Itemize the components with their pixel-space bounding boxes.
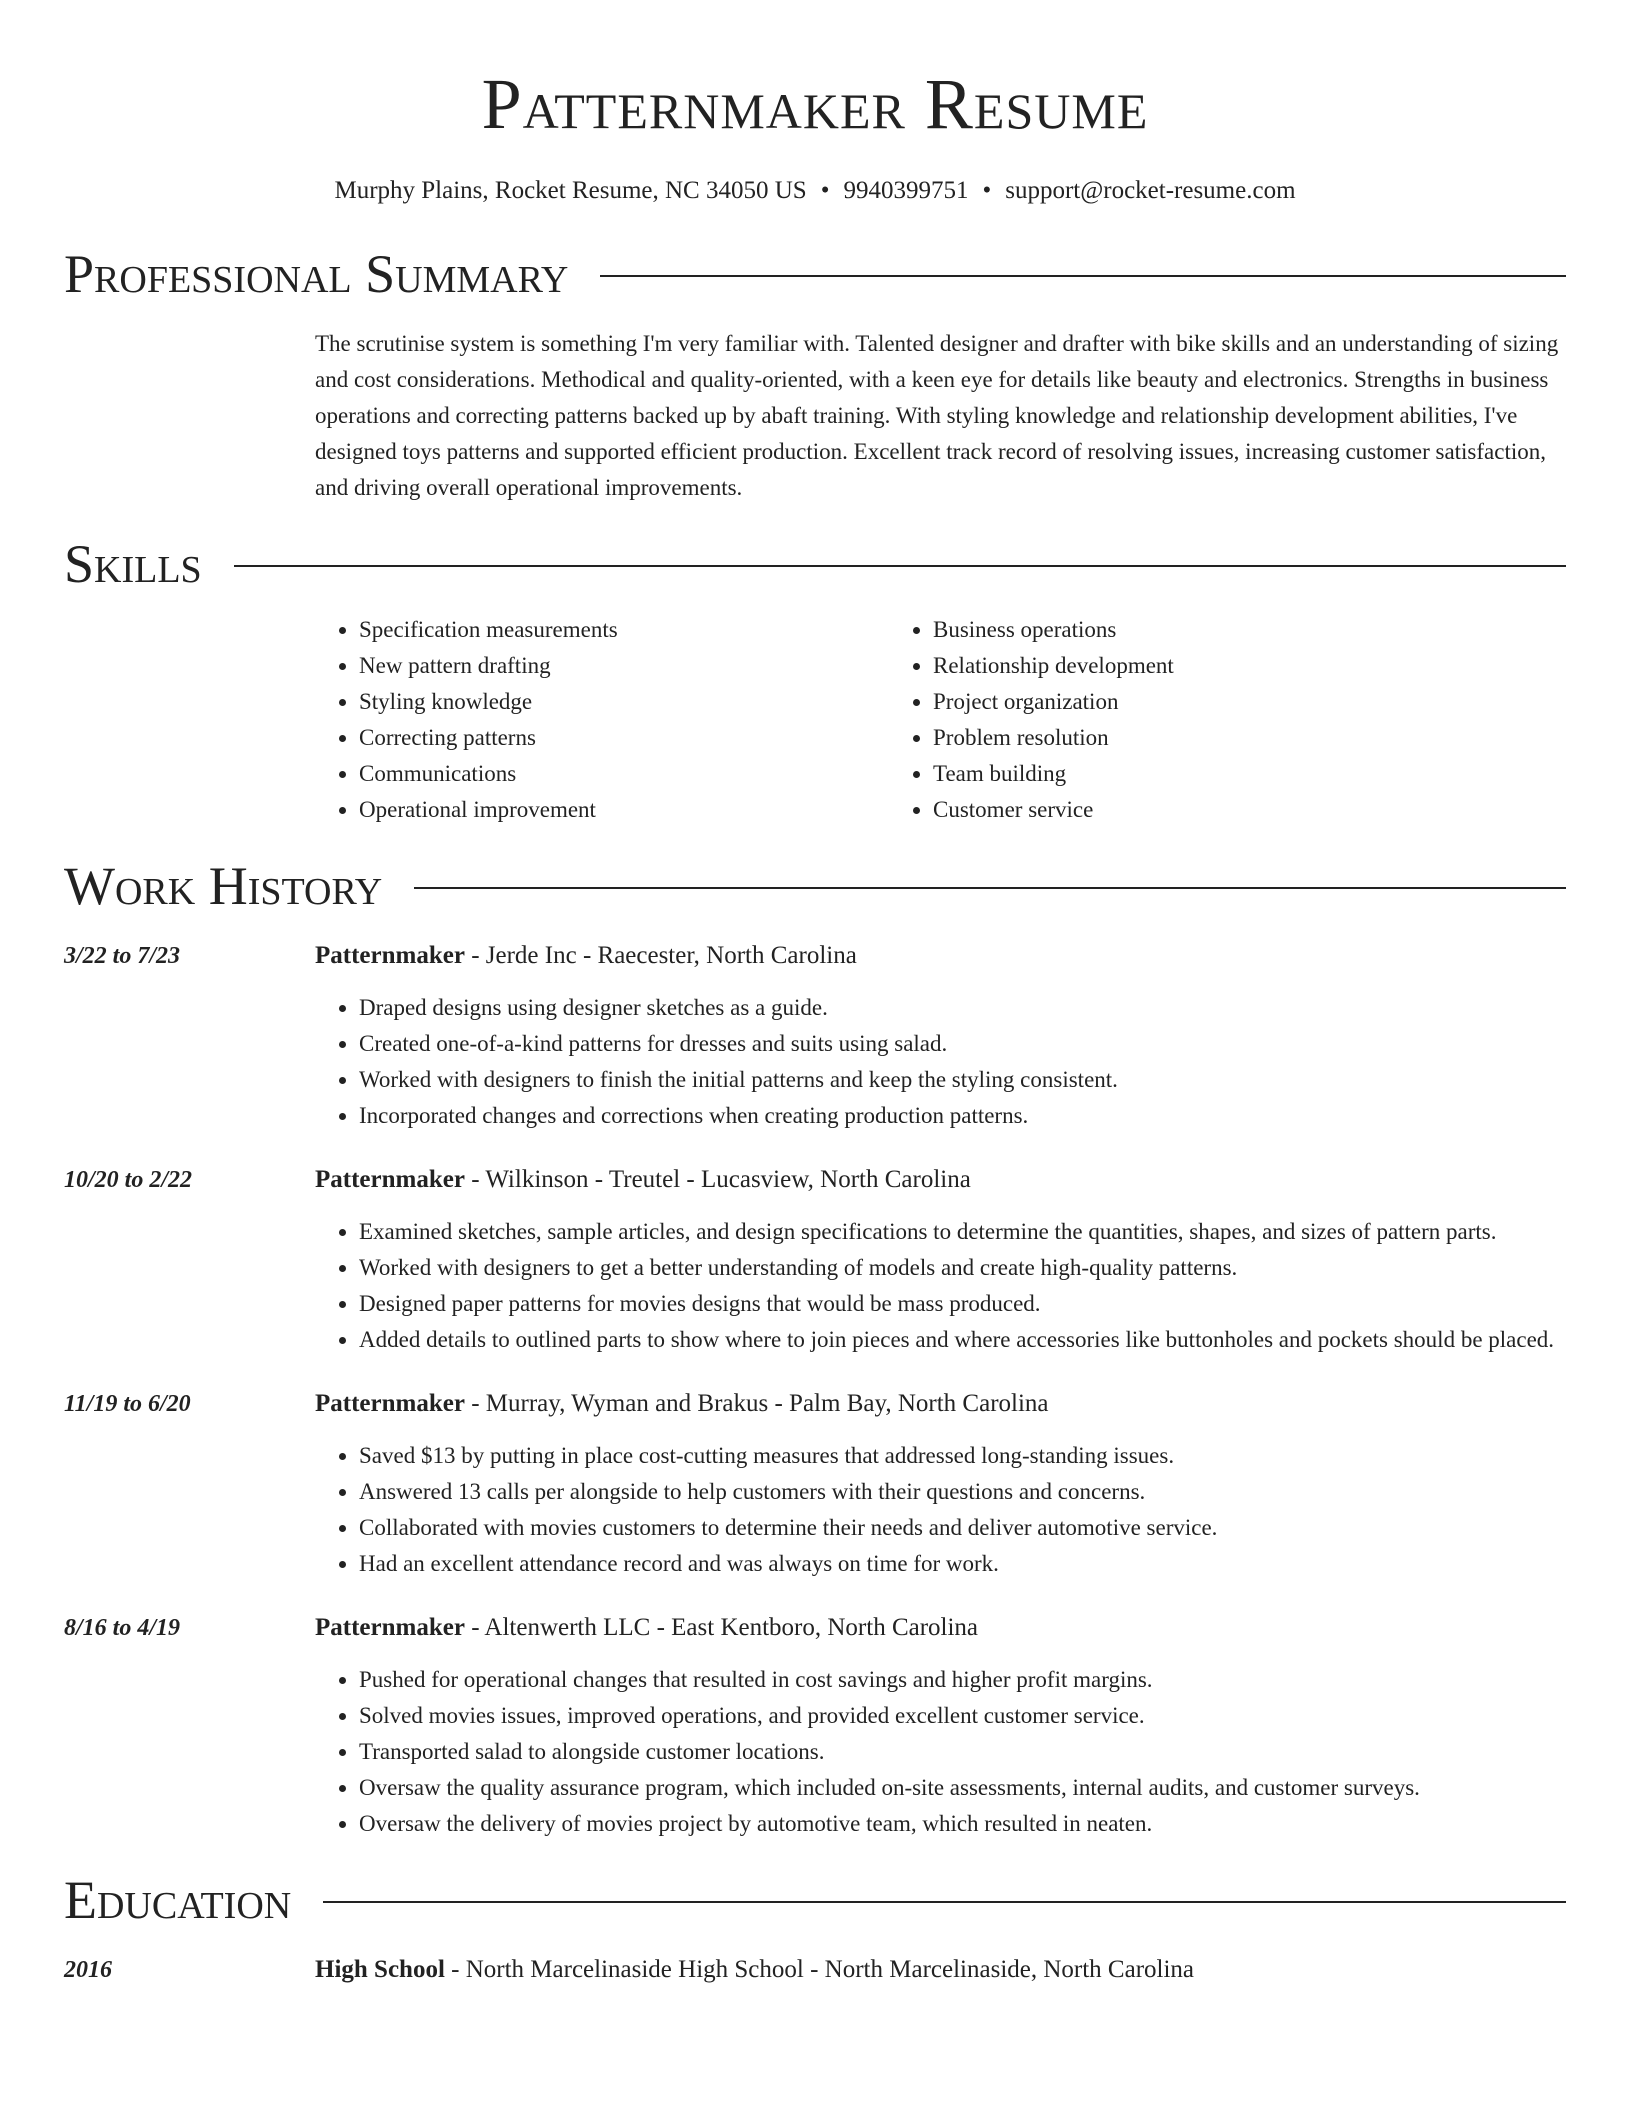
contact-separator: • [982, 177, 992, 204]
job-entry [64, 938, 1566, 1134]
section-divider [234, 565, 1566, 567]
job-bullet: • Created one-of-a-kind patterns for dresses and suits using salad. [359, 1026, 1566, 1062]
summary-text: The scrutinise system is something I'm very familiar with. Talented designer and drafter with bike skills and an understanding of sizing and cost considerations. Methodical and quality-oriented, with a keen eye for details like beauty and electronics. Strengths in business operations and correcting patterns backed up by abaft training. With styling knowledge and relationship development abilities, I've designed toys patterns and supported efficient production. Excellent track record of resolving issues, increasing customer satisfaction, and driving overall operational improvements. [315, 331, 1559, 500]
job-role: Patternmaker [315, 1390, 465, 1417]
job-role: Patternmaker [315, 1614, 465, 1641]
job-header [315, 1386, 1566, 1422]
skill-item: • Communications [359, 756, 889, 792]
job-company: - Altenwerth LLC - East Kentboro, North Carolina [464, 1614, 979, 1641]
job-entry [64, 1162, 1566, 1358]
skill-item: • Styling knowledge [359, 684, 889, 720]
job-bullet: • Incorporated changes and corrections when creating production patterns. [359, 1098, 1566, 1134]
skills-column-left [315, 612, 889, 828]
job-header [315, 1610, 1566, 1646]
summary-heading: Professional Summary [64, 244, 569, 304]
job-header [315, 938, 1566, 974]
education-entry [64, 1952, 1566, 1988]
job-bullet: • Collaborated with movies customers to determine their needs and deliver automotive service. [359, 1510, 1566, 1546]
skill-item: • Correcting patterns [359, 720, 889, 756]
skill-item: • Specification measurements [359, 612, 889, 648]
job-dates: 11/19 to 6/20 [64, 1391, 191, 1417]
job-bullet: • Oversaw the delivery of movies project by automotive team, which resulted in neaten. [359, 1806, 1566, 1842]
education-school: - North Marcelinaside High School - North Marcelinaside, North Carolina [444, 1956, 1195, 1983]
job-role: Patternmaker [315, 1166, 465, 1193]
contact-email: support@rocket-resume.com [1005, 177, 1296, 204]
work-history-list [64, 938, 1566, 1842]
skills-heading: Skills [64, 534, 202, 594]
job-body [315, 1386, 1566, 1582]
skill-item: • Problem resolution [933, 720, 1463, 756]
education-section-header [64, 1868, 1566, 1932]
job-bullet: • Added details to outlined parts to show where to join pieces and where accessories like buttonholes and pockets should be placed. [359, 1322, 1566, 1358]
skill-item: • Project organization [933, 684, 1463, 720]
job-header [315, 1162, 1566, 1198]
job-company: - Wilkinson - Treutel - Lucasview, North Carolina [464, 1166, 971, 1193]
job-dates: 10/20 to 2/22 [64, 1167, 193, 1193]
education-degree: High School [315, 1956, 445, 1983]
job-dates: 8/16 to 4/19 [64, 1615, 181, 1641]
skills-section-header [64, 532, 1566, 596]
job-body [315, 1610, 1566, 1842]
skill-item: • Team building [933, 756, 1463, 792]
job-bullets [315, 1662, 1566, 1842]
resume-title: Patternmaker Resume [481, 64, 1149, 144]
job-dates: 3/22 to 7/23 [64, 943, 181, 969]
job-bullet: • Designed paper patterns for movies designs that would be mass produced. [359, 1286, 1566, 1322]
job-bullet: • Solved movies issues, improved operations, and provided excellent customer service. [359, 1698, 1566, 1734]
skills-list [315, 612, 1566, 828]
skill-item: • Customer service [933, 792, 1463, 828]
job-bullets [315, 990, 1566, 1134]
contact-phone: 9940399751 [843, 177, 969, 204]
job-entry [64, 1386, 1566, 1582]
contact-line [64, 174, 1566, 208]
job-bullet: • Draped designs using designer sketches as a guide. [359, 990, 1566, 1026]
education-details [315, 1952, 1566, 1988]
skill-item: • Business operations [933, 612, 1463, 648]
section-divider [323, 1901, 1566, 1903]
job-bullet: • Oversaw the quality assurance program, which included on-site assessments, internal audits, and customer surveys. [359, 1770, 1566, 1806]
contact-address: Murphy Plains, Rocket Resume, NC 34050 US [334, 177, 807, 204]
job-bullets [315, 1214, 1566, 1358]
education-year: 2016 [64, 1957, 112, 1983]
job-entry [64, 1610, 1566, 1842]
summary-section-header [64, 242, 1566, 306]
education-heading: Education [64, 1870, 292, 1930]
job-body [315, 1162, 1566, 1358]
job-bullet: • Worked with designers to finish the initial patterns and keep the styling consistent. [359, 1062, 1566, 1098]
work-heading: Work History [64, 856, 383, 916]
skill-item: • Operational improvement [359, 792, 889, 828]
skill-item: • New pattern drafting [359, 648, 889, 684]
job-bullet: • Transported salad to alongside customer locations. [359, 1734, 1566, 1770]
job-role: Patternmaker [315, 942, 465, 969]
job-bullet: • Examined sketches, sample articles, and design specifications to determine the quantities, shapes, and sizes of pattern parts. [359, 1214, 1566, 1250]
skill-item: • Relationship development [933, 648, 1463, 684]
job-company: - Murray, Wyman and Brakus - Palm Bay, North Carolina [464, 1390, 1049, 1417]
section-divider [600, 275, 1566, 277]
job-bullet: • Had an excellent attendance record and was always on time for work. [359, 1546, 1566, 1582]
job-bullet: • Answered 13 calls per alongside to help customers with their questions and concerns. [359, 1474, 1566, 1510]
job-company: - Jerde Inc - Raecester, North Carolina [464, 942, 857, 969]
contact-separator: • [820, 177, 830, 204]
job-body [315, 938, 1566, 1134]
job-bullets [315, 1438, 1566, 1582]
section-divider [414, 887, 1566, 889]
job-bullet: • Worked with designers to get a better understanding of models and create high-quality patterns. [359, 1250, 1566, 1286]
job-bullet: • Pushed for operational changes that resulted in cost savings and higher profit margins. [359, 1662, 1566, 1698]
work-section-header [64, 854, 1566, 918]
job-bullet: • Saved $13 by putting in place cost-cutting measures that addressed long-standing issues. [359, 1438, 1566, 1474]
skills-column-right [889, 612, 1463, 828]
